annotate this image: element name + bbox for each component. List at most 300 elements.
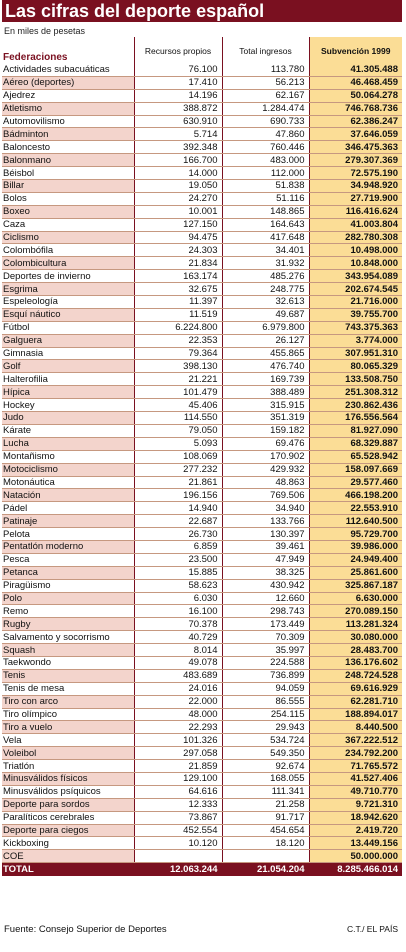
- federation-name: Baloncesto: [2, 141, 134, 154]
- table-row: [2, 115, 402, 128]
- federation-name: Lucha: [2, 437, 134, 450]
- subvencion-cell: 62.281.710: [309, 695, 402, 708]
- ingresos-cell: 112.000: [222, 167, 309, 180]
- table-row: [2, 412, 402, 425]
- recursos-cell: 23.500: [134, 553, 222, 566]
- ingresos-cell: [222, 850, 309, 863]
- recursos-cell: 398.130: [134, 360, 222, 373]
- federation-name: Squash: [2, 644, 134, 657]
- federation-name: Colombicultura: [2, 257, 134, 270]
- federation-name: Deporte para ciegos: [2, 824, 134, 837]
- table-row: [2, 708, 402, 721]
- federation-name: Ciclismo: [2, 231, 134, 244]
- header-federaciones: Federaciones: [3, 52, 68, 63]
- recursos-cell: 58.623: [134, 579, 222, 592]
- federation-name: Kárate: [2, 424, 134, 437]
- federation-name: Gimnasia: [2, 347, 134, 360]
- federation-name: Minusválidos físicos: [2, 772, 134, 785]
- ingresos-cell: 29.943: [222, 721, 309, 734]
- subvencion-cell: 136.176.602: [309, 656, 402, 669]
- table-row: [2, 399, 402, 412]
- table-row: [2, 760, 402, 773]
- table-row: [2, 489, 402, 502]
- table-row: [2, 347, 402, 360]
- table-row: [2, 747, 402, 760]
- federations-table: [2, 37, 402, 876]
- ingresos-cell: 159.182: [222, 424, 309, 437]
- subvencion-cell: 346.475.363: [309, 141, 402, 154]
- table-row: [2, 811, 402, 824]
- ingresos-cell: 148.865: [222, 205, 309, 218]
- federation-name: Pesca: [2, 553, 134, 566]
- table-row: [2, 218, 402, 231]
- subvencion-cell: 37.646.059: [309, 128, 402, 141]
- table-row: [2, 244, 402, 257]
- table-row: [2, 850, 402, 863]
- ingresos-cell: 760.446: [222, 141, 309, 154]
- recursos-cell: 70.378: [134, 618, 222, 631]
- ingresos-cell: 34.940: [222, 502, 309, 515]
- federation-name: Motonáutica: [2, 476, 134, 489]
- subvencion-cell: 50.000.000: [309, 850, 402, 863]
- table-row: [2, 566, 402, 579]
- table-row: [2, 463, 402, 476]
- table-row: [2, 205, 402, 218]
- subvencion-cell: 282.780.308: [309, 231, 402, 244]
- recursos-cell: 64.616: [134, 785, 222, 798]
- ingresos-cell: 388.489: [222, 386, 309, 399]
- ingresos-cell: 534.724: [222, 734, 309, 747]
- ingresos-cell: 454.654: [222, 824, 309, 837]
- ingresos-cell: 417.648: [222, 231, 309, 244]
- subvencion-cell: 743.375.363: [309, 321, 402, 334]
- recursos-cell: 49.078: [134, 656, 222, 669]
- ingresos-cell: 51.116: [222, 192, 309, 205]
- subvencion-cell: 251.308.312: [309, 386, 402, 399]
- federation-name: Balonmano: [2, 154, 134, 167]
- subvencion-cell: 188.894.017: [309, 708, 402, 721]
- federation-name: Esgrima: [2, 283, 134, 296]
- ingresos-cell: 18.120: [222, 837, 309, 850]
- recursos-cell: 21.859: [134, 760, 222, 773]
- ingresos-cell: 91.717: [222, 811, 309, 824]
- federation-name: Taekwondo: [2, 656, 134, 669]
- ingresos-cell: 12.660: [222, 592, 309, 605]
- table-row: [2, 296, 402, 309]
- infographic: [2, 0, 402, 952]
- table-row: [2, 798, 402, 811]
- subvencion-cell: 116.416.624: [309, 205, 402, 218]
- federation-name: Caza: [2, 218, 134, 231]
- ingresos-cell: 485.276: [222, 270, 309, 283]
- ingresos-cell: 26.127: [222, 334, 309, 347]
- subvencion-cell: 65.528.942: [309, 450, 402, 463]
- table-row: [2, 669, 402, 682]
- ingresos-cell: 48.863: [222, 476, 309, 489]
- recursos-cell: 17.410: [134, 76, 222, 89]
- recursos-cell: 79.050: [134, 424, 222, 437]
- ingresos-cell: 92.674: [222, 760, 309, 773]
- ingresos-cell: 1.284.474: [222, 102, 309, 115]
- federation-name: Espeleología: [2, 296, 134, 309]
- recursos-cell: 114.550: [134, 412, 222, 425]
- ingresos-cell: 51.838: [222, 180, 309, 193]
- federation-name: Aéreo (deportes): [2, 76, 134, 89]
- subvencion-cell: 34.948.920: [309, 180, 402, 193]
- recursos-cell: 163.174: [134, 270, 222, 283]
- subvencion-cell: 2.419.720: [309, 824, 402, 837]
- table-row: [2, 515, 402, 528]
- federation-name: Triatlón: [2, 760, 134, 773]
- recursos-cell: 6.224.800: [134, 321, 222, 334]
- table-row: [2, 167, 402, 180]
- ingresos-cell: 549.350: [222, 747, 309, 760]
- recursos-cell: 10.120: [134, 837, 222, 850]
- recursos-cell: 40.729: [134, 631, 222, 644]
- federation-name: Golf: [2, 360, 134, 373]
- recursos-cell: 14.196: [134, 89, 222, 102]
- subvencion-cell: 343.954.089: [309, 270, 402, 283]
- subvencion-cell: 234.792.200: [309, 747, 402, 760]
- subvencion-cell: 41.305.488: [309, 64, 402, 76]
- table-row: [2, 283, 402, 296]
- federation-name: Béisbol: [2, 167, 134, 180]
- recursos-cell: 5.093: [134, 437, 222, 450]
- recursos-cell: 388.872: [134, 102, 222, 115]
- federation-name: Hockey: [2, 399, 134, 412]
- recursos-cell: 108.069: [134, 450, 222, 463]
- ingresos-cell: 170.902: [222, 450, 309, 463]
- recursos-cell: 12.333: [134, 798, 222, 811]
- recursos-cell: 392.348: [134, 141, 222, 154]
- federation-name: Deportes de invierno: [2, 270, 134, 283]
- recursos-cell: 73.867: [134, 811, 222, 824]
- subvencion-cell: 39.986.000: [309, 540, 402, 553]
- recursos-cell: 48.000: [134, 708, 222, 721]
- recursos-cell: 483.689: [134, 669, 222, 682]
- ingresos-cell: 113.780: [222, 64, 309, 76]
- ingresos-cell: 21.258: [222, 798, 309, 811]
- ingresos-cell: 32.613: [222, 296, 309, 309]
- ingresos-cell: 70.309: [222, 631, 309, 644]
- subvencion-cell: 270.089.150: [309, 605, 402, 618]
- recursos-cell: 11.519: [134, 308, 222, 321]
- recursos-cell: 24.270: [134, 192, 222, 205]
- table-row: [2, 837, 402, 850]
- subvencion-cell: 50.064.278: [309, 89, 402, 102]
- table-row: [2, 540, 402, 553]
- recursos-cell: 21.834: [134, 257, 222, 270]
- ingresos-cell: 111.341: [222, 785, 309, 798]
- recursos-cell: 6.859: [134, 540, 222, 553]
- subvencion-cell: 30.080.000: [309, 631, 402, 644]
- subvencion-cell: 25.861.600: [309, 566, 402, 579]
- federation-name: COE: [2, 850, 134, 863]
- federation-name: Ajedrez: [2, 89, 134, 102]
- table-row: [2, 386, 402, 399]
- federation-name: Boxeo: [2, 205, 134, 218]
- federation-name: Patinaje: [2, 515, 134, 528]
- subvencion-cell: 27.719.900: [309, 192, 402, 205]
- total-row: [2, 863, 402, 877]
- recursos-cell: 26.730: [134, 528, 222, 541]
- ingresos-cell: 298.743: [222, 605, 309, 618]
- federation-name: Paralíticos cerebrales: [2, 811, 134, 824]
- table-row: [2, 373, 402, 386]
- federation-name: Hípica: [2, 386, 134, 399]
- recursos-cell: 5.714: [134, 128, 222, 141]
- recursos-cell: 101.326: [134, 734, 222, 747]
- subvencion-cell: 72.575.190: [309, 167, 402, 180]
- subvencion-cell: 80.065.329: [309, 360, 402, 373]
- header-subvencion: Subvención 1999: [309, 37, 402, 64]
- ingresos-cell: 130.397: [222, 528, 309, 541]
- federation-name: Bolos: [2, 192, 134, 205]
- subvencion-cell: 18.942.620: [309, 811, 402, 824]
- ingresos-cell: 476.740: [222, 360, 309, 373]
- subvencion-cell: 466.198.200: [309, 489, 402, 502]
- recursos-cell: 24.016: [134, 682, 222, 695]
- federation-name: Minusválidos psíquicos: [2, 785, 134, 798]
- table-row: [2, 180, 402, 193]
- federation-name: Galguera: [2, 334, 134, 347]
- federation-name: Atletismo: [2, 102, 134, 115]
- federation-name: Rugby: [2, 618, 134, 631]
- total-recursos: 12.063.244: [134, 863, 222, 877]
- table-row: [2, 476, 402, 489]
- federation-name: Colombófila: [2, 244, 134, 257]
- subvencion-cell: 325.867.187: [309, 579, 402, 592]
- ingresos-cell: 769.506: [222, 489, 309, 502]
- federation-name: Fútbol: [2, 321, 134, 334]
- table-row: [2, 437, 402, 450]
- ingresos-cell: 690.733: [222, 115, 309, 128]
- units-note: En miles de pesetas: [4, 26, 86, 36]
- subvencion-cell: 113.281.324: [309, 618, 402, 631]
- federation-name: Tiro con arco: [2, 695, 134, 708]
- recursos-cell: 127.150: [134, 218, 222, 231]
- ingresos-cell: 86.555: [222, 695, 309, 708]
- federation-name: Bádminton: [2, 128, 134, 141]
- recursos-cell: 101.479: [134, 386, 222, 399]
- federation-name: Tiro olímpico: [2, 708, 134, 721]
- federation-name: Deporte para sordos: [2, 798, 134, 811]
- recursos-cell: [134, 850, 222, 863]
- ingresos-cell: 429.932: [222, 463, 309, 476]
- recursos-cell: 6.030: [134, 592, 222, 605]
- table-row: [2, 592, 402, 605]
- federation-name: Pelota: [2, 528, 134, 541]
- table-row: [2, 450, 402, 463]
- recursos-cell: 22.293: [134, 721, 222, 734]
- subvencion-cell: 41.003.804: [309, 218, 402, 231]
- subvencion-cell: 3.774.000: [309, 334, 402, 347]
- recursos-cell: 21.861: [134, 476, 222, 489]
- subvencion-cell: 158.097.669: [309, 463, 402, 476]
- subvencion-cell: 22.553.910: [309, 502, 402, 515]
- table-row: [2, 334, 402, 347]
- subvencion-cell: 81.927.090: [309, 424, 402, 437]
- table-row: [2, 257, 402, 270]
- subvencion-cell: 176.556.564: [309, 412, 402, 425]
- subvencion-cell: 62.386.247: [309, 115, 402, 128]
- table-row: [2, 360, 402, 373]
- recursos-cell: 22.000: [134, 695, 222, 708]
- federation-name: Billar: [2, 180, 134, 193]
- ingresos-cell: 31.932: [222, 257, 309, 270]
- recursos-cell: 15.885: [134, 566, 222, 579]
- recursos-cell: 16.100: [134, 605, 222, 618]
- ingresos-cell: 94.059: [222, 682, 309, 695]
- total-label: TOTAL: [2, 863, 134, 877]
- ingresos-cell: 49.687: [222, 308, 309, 321]
- federation-name: Tiro a vuelo: [2, 721, 134, 734]
- federation-name: Remo: [2, 605, 134, 618]
- federation-name: Voleibol: [2, 747, 134, 760]
- ingresos-cell: 47.949: [222, 553, 309, 566]
- subvencion-cell: 41.527.406: [309, 772, 402, 785]
- ingresos-cell: 455.865: [222, 347, 309, 360]
- federation-name: Vela: [2, 734, 134, 747]
- recursos-cell: 8.014: [134, 644, 222, 657]
- ingresos-cell: 168.055: [222, 772, 309, 785]
- ingresos-cell: 483.000: [222, 154, 309, 167]
- table-row: [2, 605, 402, 618]
- federation-name: Judo: [2, 412, 134, 425]
- subvencion-cell: 230.862.436: [309, 399, 402, 412]
- subvencion-cell: 8.440.500: [309, 721, 402, 734]
- subvencion-cell: 71.765.572: [309, 760, 402, 773]
- recursos-cell: 452.554: [134, 824, 222, 837]
- ingresos-cell: 430.942: [222, 579, 309, 592]
- table-row: [2, 231, 402, 244]
- subvencion-cell: 6.630.000: [309, 592, 402, 605]
- subvencion-cell: 46.468.459: [309, 76, 402, 89]
- subvencion-cell: 49.710.770: [309, 785, 402, 798]
- subvencion-cell: 10.848.000: [309, 257, 402, 270]
- total-ingresos: 21.054.204: [222, 863, 309, 877]
- ingresos-cell: 69.476: [222, 437, 309, 450]
- recursos-cell: 24.303: [134, 244, 222, 257]
- recursos-cell: 14.940: [134, 502, 222, 515]
- table-row: [2, 76, 402, 89]
- table-row: [2, 695, 402, 708]
- federation-name: Pádel: [2, 502, 134, 515]
- ingresos-cell: 47.860: [222, 128, 309, 141]
- recursos-cell: 22.353: [134, 334, 222, 347]
- subvencion-cell: 28.483.700: [309, 644, 402, 657]
- federation-name: Petanca: [2, 566, 134, 579]
- recursos-cell: 196.156: [134, 489, 222, 502]
- subvencion-cell: 746.768.736: [309, 102, 402, 115]
- subvencion-cell: 29.577.460: [309, 476, 402, 489]
- table-row: [2, 270, 402, 283]
- table-row: [2, 721, 402, 734]
- ingresos-cell: 224.588: [222, 656, 309, 669]
- subvencion-cell: 68.329.887: [309, 437, 402, 450]
- subvencion-cell: 24.949.400: [309, 553, 402, 566]
- table-row: [2, 528, 402, 541]
- subvencion-cell: 9.721.310: [309, 798, 402, 811]
- subvencion-cell: 13.449.156: [309, 837, 402, 850]
- recursos-cell: 10.001: [134, 205, 222, 218]
- recursos-cell: 32.675: [134, 283, 222, 296]
- ingresos-cell: 248.775: [222, 283, 309, 296]
- table-row: [2, 579, 402, 592]
- table-row: [2, 192, 402, 205]
- page-title: Las cifras del deporte español: [2, 0, 402, 22]
- ingresos-cell: 315.915: [222, 399, 309, 412]
- subvencion-cell: 95.729.700: [309, 528, 402, 541]
- recursos-cell: 129.100: [134, 772, 222, 785]
- table-header-row: [2, 37, 402, 64]
- ingresos-cell: 34.401: [222, 244, 309, 257]
- table-row: [2, 824, 402, 837]
- federation-name: Halterofilia: [2, 373, 134, 386]
- table-row: [2, 102, 402, 115]
- recursos-cell: 630.910: [134, 115, 222, 128]
- table-row: [2, 321, 402, 334]
- ingresos-cell: 254.115: [222, 708, 309, 721]
- credit-note: C.T./ EL PAÍS: [346, 924, 398, 934]
- recursos-cell: 76.100: [134, 64, 222, 76]
- recursos-cell: 11.397: [134, 296, 222, 309]
- subvencion-cell: 112.640.500: [309, 515, 402, 528]
- subvencion-cell: 69.616.929: [309, 682, 402, 695]
- table-row: [2, 785, 402, 798]
- federation-name: Tenis de mesa: [2, 682, 134, 695]
- ingresos-cell: 164.643: [222, 218, 309, 231]
- subvencion-cell: 10.498.000: [309, 244, 402, 257]
- federation-name: Montañismo: [2, 450, 134, 463]
- subvencion-cell: 21.716.000: [309, 296, 402, 309]
- ingresos-cell: 351.319: [222, 412, 309, 425]
- table-row: [2, 128, 402, 141]
- federation-name: Tenis: [2, 669, 134, 682]
- ingresos-cell: 38.325: [222, 566, 309, 579]
- subvencion-cell: 133.508.750: [309, 373, 402, 386]
- table-row: [2, 734, 402, 747]
- ingresos-cell: 173.449: [222, 618, 309, 631]
- recursos-cell: 21.221: [134, 373, 222, 386]
- table-row: [2, 64, 402, 76]
- ingresos-cell: 56.213: [222, 76, 309, 89]
- table-row: [2, 656, 402, 669]
- federation-name: Kickboxing: [2, 837, 134, 850]
- table-row: [2, 424, 402, 437]
- table-row: [2, 502, 402, 515]
- recursos-cell: 19.050: [134, 180, 222, 193]
- header-ingresos: Total ingresos: [222, 37, 309, 64]
- header-recursos: Recursos propios: [134, 37, 222, 64]
- ingresos-cell: 736.899: [222, 669, 309, 682]
- ingresos-cell: 6.979.800: [222, 321, 309, 334]
- ingresos-cell: 169.739: [222, 373, 309, 386]
- total-subvencion: 8.285.466.014: [309, 863, 402, 877]
- table-row: [2, 308, 402, 321]
- source-note: Fuente: Consejo Superior de Deportes: [4, 924, 167, 935]
- table-row: [2, 89, 402, 102]
- table-row: [2, 772, 402, 785]
- recursos-cell: 45.406: [134, 399, 222, 412]
- recursos-cell: 277.232: [134, 463, 222, 476]
- table-row: [2, 154, 402, 167]
- recursos-cell: 297.058: [134, 747, 222, 760]
- federation-name: Pentatlón moderno: [2, 540, 134, 553]
- federation-name: Salvamento y socorrismo: [2, 631, 134, 644]
- recursos-cell: 14.000: [134, 167, 222, 180]
- federation-name: Piragüismo: [2, 579, 134, 592]
